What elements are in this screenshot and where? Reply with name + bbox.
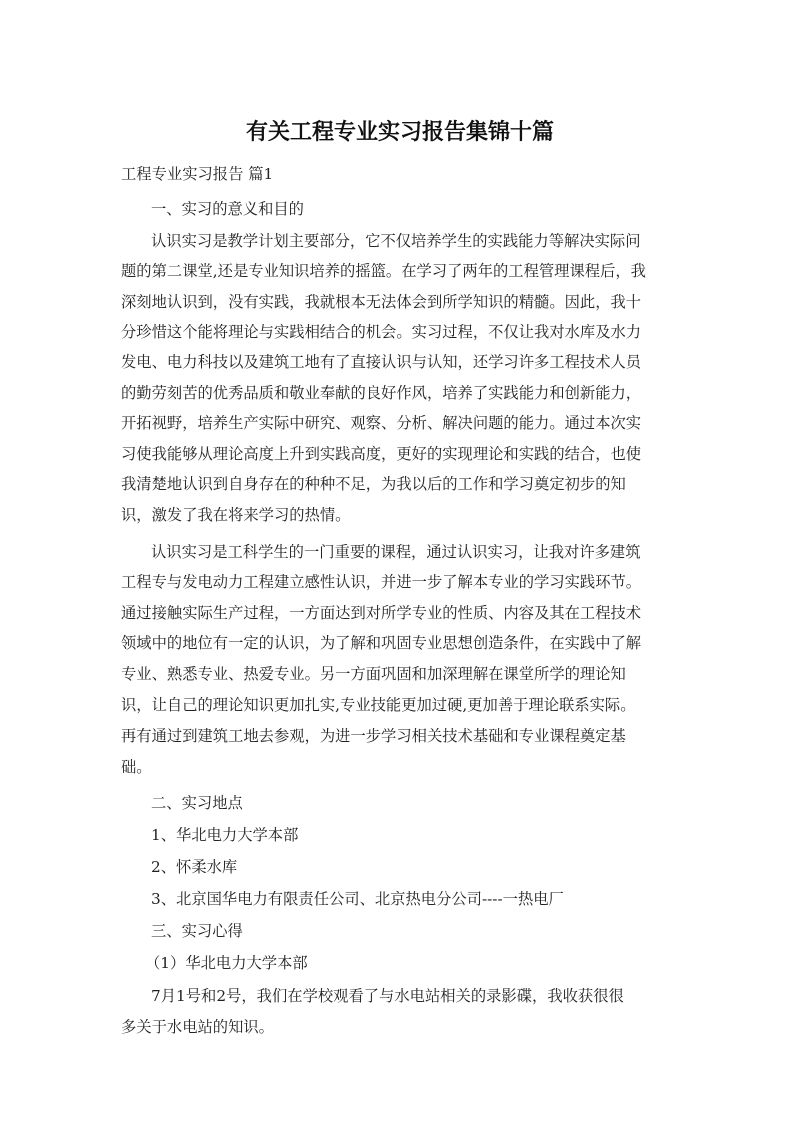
paragraph-line: 专业、熟悉专业、热爱专业。另一方面巩固和加深理解在课堂所学的理论知 [121, 665, 626, 683]
paragraph-line: 认识实习是教学计划主要部分，它不仅培养学生的实践能力等解决实际问 [151, 232, 641, 250]
paragraph-line: 7月1号和2号，我们在学校观看了与水电站相关的录影碟，我收获很很 [151, 987, 624, 1005]
paragraph-line: 识，激发了我在将来学习的热情。 [121, 506, 351, 524]
list-item: 1、华北电力大学本部 [151, 826, 299, 844]
paragraph-line: 础。 [121, 758, 152, 776]
paragraph-line: 的勤劳刻苦的优秀品质和敬业奉献的良好作风，培养了实践能力和创新能力， [121, 384, 642, 402]
paragraph-line: 开拓视野，培养生产实际中研究、观察、分析、解决问题的能力。通过本次实 [121, 414, 642, 432]
section-heading-location: 二、实习地点 [151, 794, 243, 812]
paragraph-line: 习使我能够从理论高度上升到实践高度，更好的实现理论和实践的结合，也使 [121, 445, 642, 463]
paragraph-line: 题的第二课堂,还是专业知识培养的摇篮。在学习了两年的工程管理课程后，我 [121, 262, 646, 280]
report-subtitle: 工程专业实习报告 篇1 [121, 165, 274, 183]
subsection-heading: （1）华北电力大学本部 [145, 954, 308, 972]
paragraph-line: 工程专与发电动力工程建立感性认识，并进一步了解本专业的学习实践环节。 [121, 573, 642, 591]
paragraph-line: 深刻地认识到，没有实践，我就根本无法体会到所学知识的精髓。因此，我十 [121, 293, 642, 311]
paragraph-line: 多关于水电站的知识。 [121, 1018, 274, 1036]
list-item: 3、北京国华电力有限责任公司、北京热电分公司----一热电厂 [151, 890, 564, 908]
paragraph-line: 识，让自己的理论知识更加扎实,专业技能更加过硬,更加善于理论联系实际。 [121, 696, 636, 714]
document-title: 有关工程专业实习报告集锦十篇 [245, 120, 554, 145]
paragraph-line: 发电、电力科技以及建筑工地有了直接认识与认知，还学习许多工程技术人员 [121, 353, 642, 371]
paragraph-line: 我清楚地认识到自身存在的种种不足，为我以后的工作和学习奠定初步的知 [121, 475, 626, 493]
section-heading-purpose: 一、实习的意义和目的 [151, 200, 304, 218]
section-heading-experience: 三、实习心得 [151, 922, 243, 940]
paragraph-line: 认识实习是工科学生的一门重要的课程，通过认识实习，让我对许多建筑 [151, 543, 641, 561]
list-item: 2、怀柔水库 [151, 858, 238, 876]
paragraph-line: 通过接触实际生产过程，一方面达到对所学专业的性质、内容及其在工程技术 [121, 604, 642, 622]
paragraph-line: 领域中的地位有一定的认识，为了解和巩固专业思想创造条件，在实践中了解 [121, 634, 642, 652]
paragraph-line: 分珍惜这个能将理论与实践相结合的机会。实习过程，不仅让我对水库及水力 [121, 323, 642, 341]
paragraph-line: 再有通过到建筑工地去参观，为进一步学习相关技术基础和专业课程奠定基 [121, 727, 626, 745]
